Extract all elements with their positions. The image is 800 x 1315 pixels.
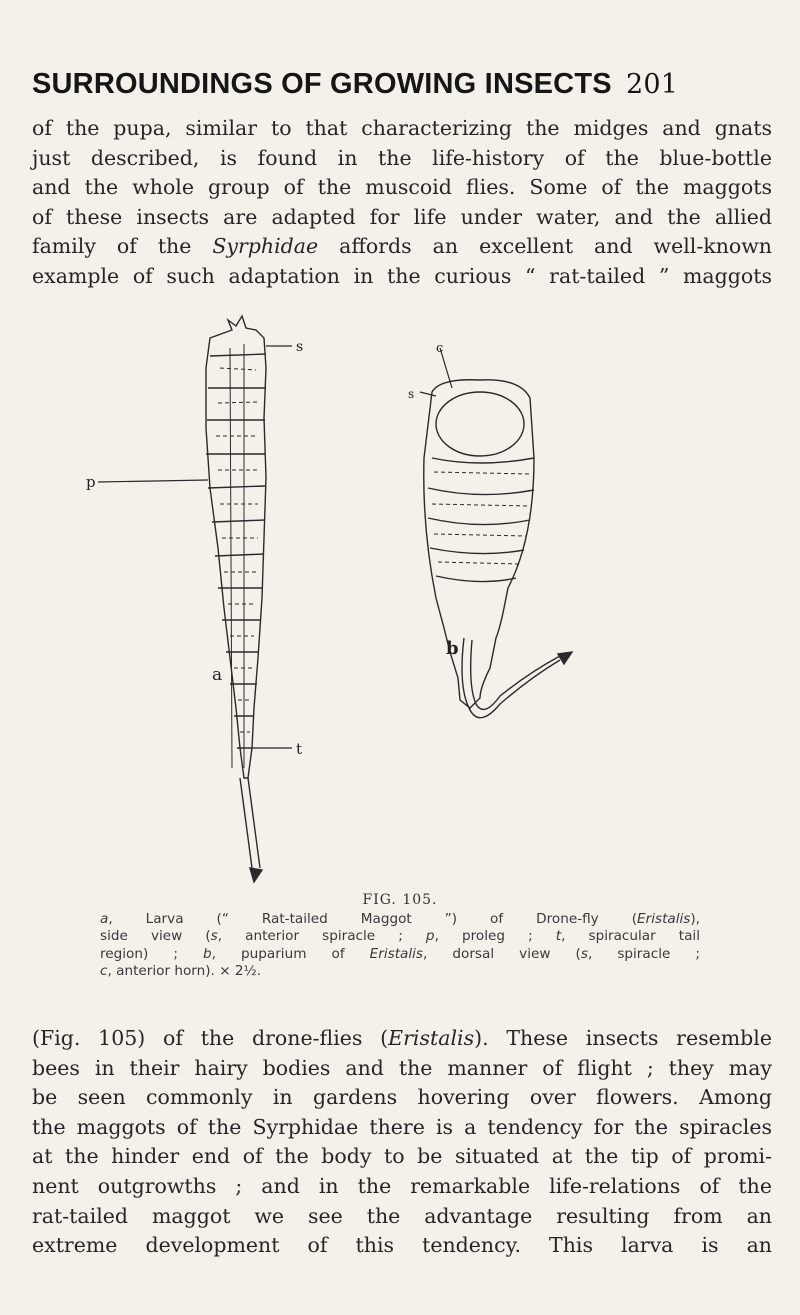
italic-text: t [555, 928, 562, 945]
text-line [32, 144, 772, 174]
paragraph-bottom [32, 1024, 772, 1261]
text-line [32, 203, 772, 233]
text-line [32, 1231, 772, 1261]
header-title: SURROUNDINGS OF GROWING INSECTS [32, 68, 612, 100]
text-run: nent outgrowths ; and in the remarkable life-relations of the [32, 1173, 772, 1198]
paragraph-top [32, 114, 772, 292]
text-line [32, 1172, 772, 1202]
larva-illustration [98, 316, 292, 882]
text-run: , anterior spiracle ; [217, 928, 426, 945]
italic-text: c [100, 962, 108, 979]
text-line [32, 1054, 772, 1084]
text-run: , proleg ; [434, 928, 556, 945]
label-s-larva: s [296, 339, 304, 355]
text-run: (Fig. 105) of the drone-flies ( [32, 1026, 389, 1050]
text-line [32, 1142, 772, 1172]
italic-text: Eristalis [388, 1026, 475, 1050]
caption-line [100, 963, 700, 980]
label-t: t [296, 740, 303, 758]
text-run: , Larva (“ Rat-tailed Maggot ”) of Drone-fly ( [108, 911, 638, 927]
text-run: family of the [32, 234, 213, 259]
italic-text: s [580, 945, 588, 962]
caption-line [100, 911, 700, 928]
italic-text: Eristalis [637, 911, 691, 927]
italic-text: p [425, 928, 435, 945]
text-run: , spiracular tail [561, 928, 700, 945]
italic-text: b [203, 945, 212, 962]
text-run: and the whole group of the muscoid flies. Some of the maggots [32, 175, 772, 200]
text-line [32, 232, 772, 262]
text-run: , puparium of [211, 945, 370, 962]
text-run: , anterior horn). × 2½. [107, 962, 262, 979]
text-run: ). These insects resemble [474, 1026, 772, 1050]
text-run: , dorsal view ( [423, 945, 581, 962]
text-line [32, 262, 772, 292]
caption-line [100, 946, 700, 963]
running-header [32, 68, 772, 101]
italic-text: Syrphidae [212, 234, 319, 259]
label-c: c [436, 341, 444, 356]
text-run: rat-tailed maggot we see the advantage resulting from an [32, 1203, 772, 1228]
page-number: 201 [626, 69, 679, 100]
text-run: bees in their hairy bodies and the manner of flight ; they may [32, 1055, 772, 1080]
label-s-puparium: s [408, 387, 415, 401]
text-run: be seen commonly in gardens hovering over flowers. Among [32, 1085, 772, 1110]
text-run: just described, is found in the life-history of the blue-bottle [32, 145, 772, 170]
label-p: p [86, 473, 96, 491]
label-b: b [446, 638, 459, 659]
figure-105-illustration [60, 308, 740, 888]
text-line [32, 1113, 772, 1143]
caption-line [100, 928, 700, 945]
text-run: affords an excellent and well-known [318, 234, 772, 259]
text-run: extreme development of this tendency. This larva is an [32, 1233, 772, 1258]
text-run: ), [690, 911, 700, 927]
puparium-illustration [420, 348, 572, 718]
text-run: side view ( [100, 928, 211, 945]
italic-text: a [100, 911, 109, 927]
text-line [32, 1083, 772, 1113]
text-line [32, 1024, 772, 1054]
text-run: example of such adaptation in the curious “ rat-tailed ” maggots [32, 263, 772, 288]
figure-caption-title: FIG. 105. [362, 892, 438, 908]
text-run: the maggots of the Syrphidae there is a tendency for the spiracles [32, 1114, 772, 1139]
label-a: a [212, 665, 223, 685]
text-line [32, 114, 772, 144]
text-line [32, 173, 772, 203]
text-run: , spiracle ; [587, 945, 700, 962]
text-run: of these insects are adapted for life under water, and the allied [32, 204, 772, 229]
figure-caption [100, 911, 700, 980]
italic-text: s [210, 928, 218, 945]
italic-text: Eristalis [369, 945, 424, 962]
text-run: region) ; [100, 945, 203, 962]
text-run: at the hinder end of the body to be situated at the tip of promi- [32, 1144, 772, 1169]
text-run: of the pupa, similar to that characterizing the midges and gnats [32, 116, 772, 140]
text-line [32, 1202, 772, 1232]
